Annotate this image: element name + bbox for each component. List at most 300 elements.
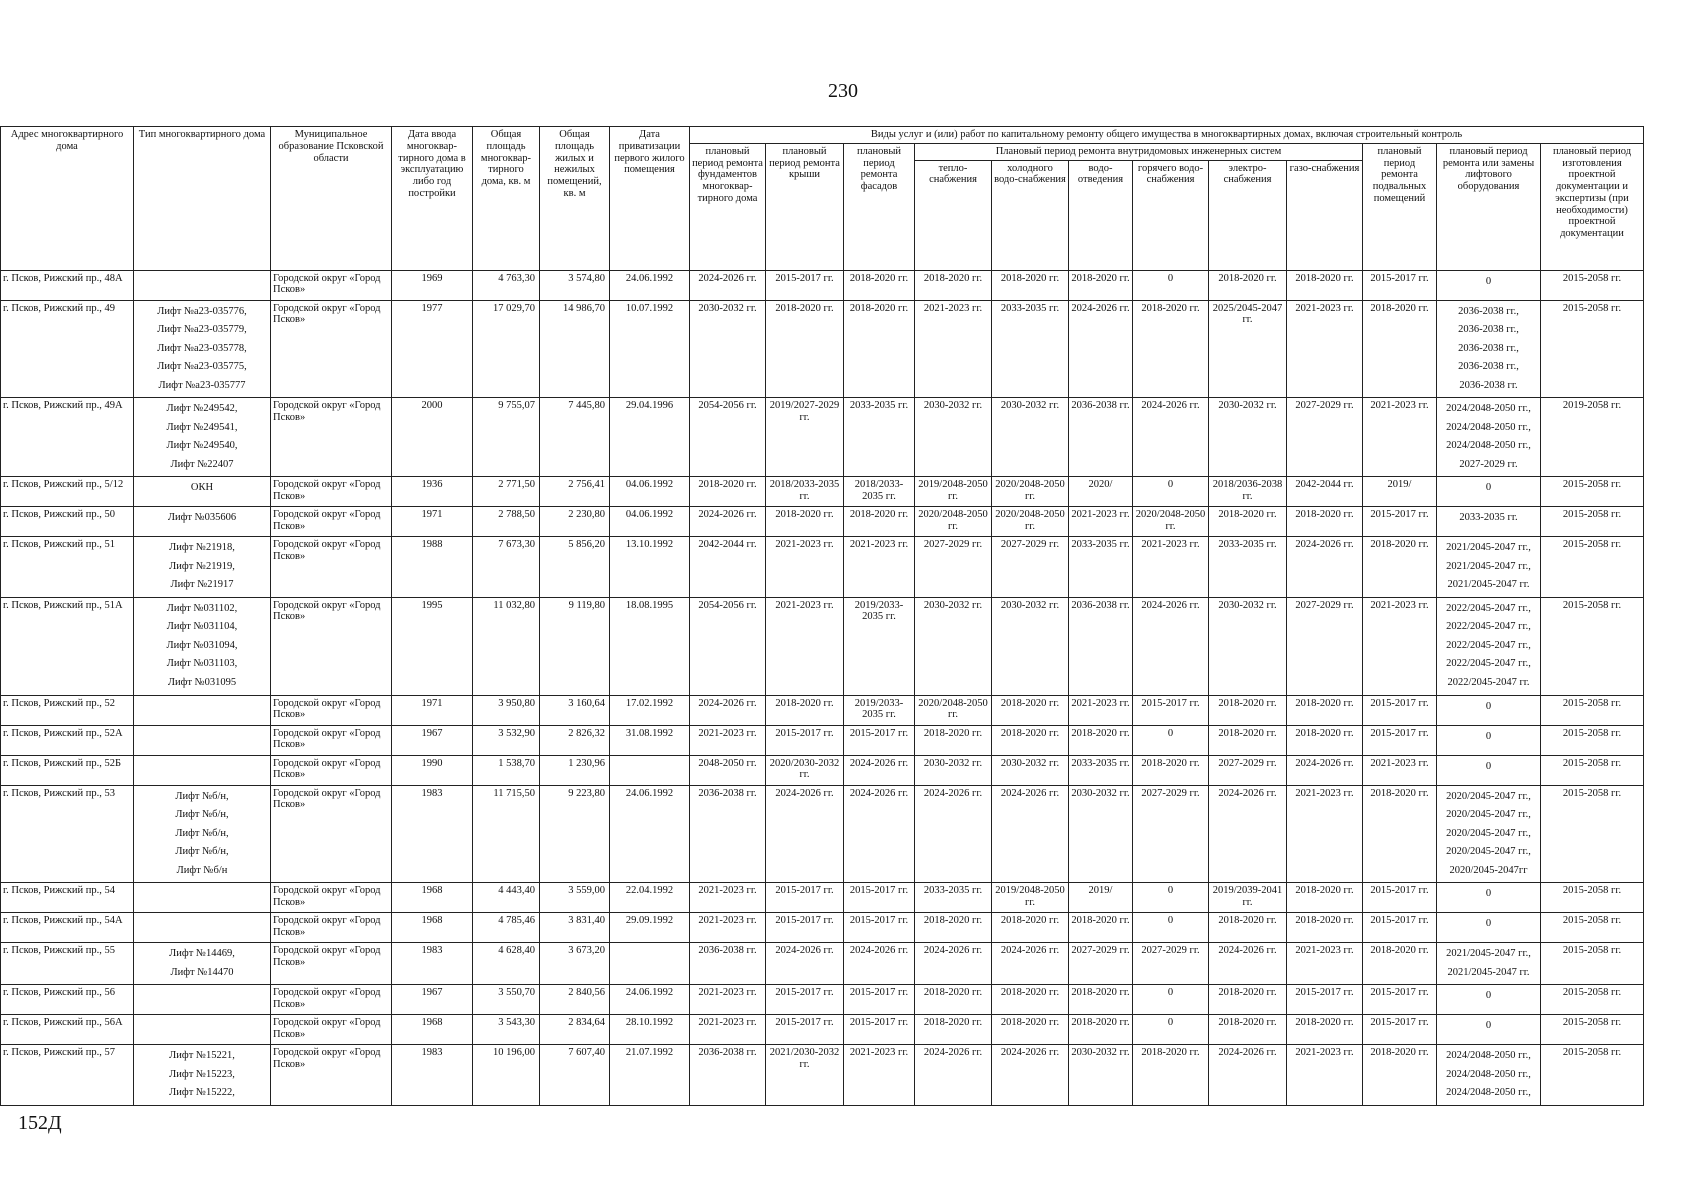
- cell-cold-water: 2020/2048-2050 гг.: [992, 507, 1069, 537]
- cell-entry-date: 1990: [392, 755, 473, 785]
- table-row: [1, 913, 1644, 943]
- cell-facade: 2015-2017 гг.: [844, 883, 915, 913]
- cell-heat: 2018-2020 гг.: [915, 1015, 992, 1045]
- cell-roof: 2015-2017 гг.: [766, 883, 844, 913]
- cell-roof: 2015-2017 гг.: [766, 725, 844, 755]
- cell-facade: 2021-2023 гг.: [844, 1045, 915, 1106]
- cell-cold-water: 2024-2026 гг.: [992, 1045, 1069, 1106]
- cell-project-docs: 2015-2058 гг.: [1541, 943, 1644, 985]
- cell-living-area: 2 826,32: [540, 725, 610, 755]
- cell-total-area: 4 443,40: [473, 883, 540, 913]
- header-elevator: плановый период ремонта или замены лифтового оборудования: [1437, 143, 1541, 270]
- table-row: [1, 507, 1644, 537]
- cell-elevator: [1437, 695, 1541, 725]
- header-type: Тип многоквартирного дома: [134, 127, 271, 271]
- cell-living-area: 3 160,64: [540, 695, 610, 725]
- cell-foundation: 2021-2023 гг.: [690, 883, 766, 913]
- cell-project-docs: 2015-2058 гг.: [1541, 985, 1644, 1015]
- table-row: [1, 537, 1644, 598]
- cell-facade: 2021-2023 гг.: [844, 537, 915, 598]
- cell-drainage: 2018-2020 гг.: [1069, 913, 1133, 943]
- header-basement: плановый период ремонта подвальных помещений: [1363, 143, 1437, 270]
- cell-privatization-date: 22.04.1992: [610, 883, 690, 913]
- cell-address: г. Псков, Рижский пр., 5/12: [1, 477, 134, 507]
- cell-drainage: 2018-2020 гг.: [1069, 1015, 1133, 1045]
- cell-cold-water: 2030-2032 гг.: [992, 398, 1069, 477]
- elevator-id: Лифт №031104,: [166, 621, 238, 632]
- cell-project-docs: 2019-2058 гг.: [1541, 398, 1644, 477]
- cell-gas: 2018-2020 гг.: [1287, 507, 1363, 537]
- cell-address: г. Псков, Рижский пр., 51: [1, 537, 134, 598]
- cell-basement: 2015-2017 гг.: [1363, 270, 1437, 300]
- cell-gas: 2018-2020 гг.: [1287, 695, 1363, 725]
- cell-municipality: Городской округ «Город Псков»: [271, 477, 392, 507]
- cell-heat: 2024-2026 гг.: [915, 943, 992, 985]
- cell-living-area: 5 856,20: [540, 537, 610, 598]
- cell-hot-water: 2018-2020 гг.: [1133, 1045, 1209, 1106]
- cell-gas: 2021-2023 гг.: [1287, 300, 1363, 398]
- cell-roof: 2019/2027-2029 гг.: [766, 398, 844, 477]
- table-row: [1, 270, 1644, 300]
- cell-type: [134, 507, 271, 537]
- table-row: [1, 1015, 1644, 1045]
- cell-hot-water: 0: [1133, 883, 1209, 913]
- header-foundation: плановый период ремонта фундаментов многоквар-тирного дома: [690, 143, 766, 270]
- cell-hot-water: 2027-2029 гг.: [1133, 943, 1209, 985]
- cell-basement: 2021-2023 гг.: [1363, 597, 1437, 695]
- cell-project-docs: 2015-2058 гг.: [1541, 270, 1644, 300]
- elevator-id: Лифт №21918,: [169, 542, 235, 553]
- cell-address: г. Псков, Рижский пр., 52: [1, 695, 134, 725]
- cell-basement: 2015-2017 гг.: [1363, 507, 1437, 537]
- cell-privatization-date: 18.08.1995: [610, 597, 690, 695]
- elevator-period: 2021/2045-2047 гг.,: [1446, 948, 1531, 959]
- cell-facade: 2018/2033-2035 гг.: [844, 477, 915, 507]
- elevator-id: Лифт №б/н,: [175, 846, 229, 857]
- cell-gas: 2018-2020 гг.: [1287, 1015, 1363, 1045]
- cell-drainage: 2018-2020 гг.: [1069, 725, 1133, 755]
- cell-total-area: 10 196,00: [473, 1045, 540, 1106]
- cell-municipality: Городской округ «Город Псков»: [271, 725, 392, 755]
- cell-entry-date: 2000: [392, 398, 473, 477]
- cell-facade: 2024-2026 гг.: [844, 785, 915, 883]
- elevator-id: Лифт №14470: [170, 966, 234, 978]
- elevator-id: Лифт №031094,: [166, 639, 238, 651]
- cell-roof: 2024-2026 гг.: [766, 943, 844, 985]
- elevator-id: Лифт №15221,: [169, 1050, 235, 1061]
- cell-address: г. Псков, Рижский пр., 50: [1, 507, 134, 537]
- cell-electricity: 2024-2026 гг.: [1209, 785, 1287, 883]
- cell-roof: 2021-2023 гг.: [766, 597, 844, 695]
- cell-drainage: 2019/: [1069, 883, 1133, 913]
- elevator-period: 2021/2045-2047 гг.,: [1446, 542, 1531, 553]
- cell-gas: 2027-2029 гг.: [1287, 398, 1363, 477]
- cell-type: [134, 270, 271, 300]
- table-row: [1, 785, 1644, 883]
- cell-total-area: 11 032,80: [473, 597, 540, 695]
- cell-privatization-date: 17.02.1992: [610, 695, 690, 725]
- cell-roof: 2021-2023 гг.: [766, 537, 844, 598]
- cell-type: [134, 725, 271, 755]
- cell-basement: 2015-2017 гг.: [1363, 695, 1437, 725]
- cell-facade: 2033-2035 гг.: [844, 398, 915, 477]
- cell-total-area: 9 755,07: [473, 398, 540, 477]
- elevator-id: Лифт №031103,: [166, 658, 238, 669]
- cell-project-docs: 2015-2058 гг.: [1541, 1045, 1644, 1106]
- cell-electricity: 2018-2020 гг.: [1209, 725, 1287, 755]
- cell-basement: 2019/: [1363, 477, 1437, 507]
- elevator-period: 0: [1485, 275, 1492, 287]
- cell-project-docs: 2015-2058 гг.: [1541, 695, 1644, 725]
- elevator-period: 2036-2038 гг.,: [1458, 361, 1519, 372]
- cell-cold-water: 2024-2026 гг.: [992, 943, 1069, 985]
- cell-drainage: 2030-2032 гг.: [1069, 785, 1133, 883]
- elevator-period: 2020/2045-2047гг: [1449, 864, 1528, 876]
- elevator-id: Лифт №031095: [167, 676, 237, 688]
- cell-cold-water: 2020/2048-2050 гг.: [992, 477, 1069, 507]
- header-address: Адрес многоквартирного дома: [1, 127, 134, 271]
- elevator-period: 2021/2045-2047 гг.: [1447, 579, 1530, 590]
- cell-living-area: 9 223,80: [540, 785, 610, 883]
- cell-address: г. Псков, Рижский пр., 56: [1, 985, 134, 1015]
- cell-total-area: 2 788,50: [473, 507, 540, 537]
- cell-basement: 2015-2017 гг.: [1363, 883, 1437, 913]
- cell-address: г. Псков, Рижский пр., 52А: [1, 725, 134, 755]
- cell-gas: 2021-2023 гг.: [1287, 1045, 1363, 1106]
- cell-gas: 2024-2026 гг.: [1287, 755, 1363, 785]
- cell-basement: 2021-2023 гг.: [1363, 398, 1437, 477]
- cell-address: г. Псков, Рижский пр., 55: [1, 943, 134, 985]
- cell-entry-date: 1969: [392, 270, 473, 300]
- cell-living-area: 2 840,56: [540, 985, 610, 1015]
- elevator-period: 0: [1485, 730, 1492, 742]
- cell-heat: 2018-2020 гг.: [915, 725, 992, 755]
- cell-gas: 2018-2020 гг.: [1287, 270, 1363, 300]
- cell-cold-water: 2027-2029 гг.: [992, 537, 1069, 598]
- elevator-id: Лифт №б/н,: [175, 790, 229, 802]
- cell-hot-water: 2024-2026 гг.: [1133, 398, 1209, 477]
- cell-municipality: Городской округ «Город Псков»: [271, 507, 392, 537]
- elevator-period: 2027-2029 гг.: [1459, 458, 1518, 470]
- cell-total-area: 4 763,30: [473, 270, 540, 300]
- cell-facade: 2019/2033-2035 гг.: [844, 695, 915, 725]
- cell-cold-water: 2030-2032 гг.: [992, 597, 1069, 695]
- cell-privatization-date: 04.06.1992: [610, 507, 690, 537]
- elevator-period: 2036-2038 гг.,: [1458, 342, 1519, 354]
- cell-foundation: 2024-2026 гг.: [690, 270, 766, 300]
- cell-municipality: Городской округ «Город Псков»: [271, 1015, 392, 1045]
- elevator-id: Лифт №22407: [170, 458, 234, 470]
- cell-project-docs: 2015-2058 гг.: [1541, 883, 1644, 913]
- cell-foundation: 2024-2026 гг.: [690, 507, 766, 537]
- cell-total-area: 17 029,70: [473, 300, 540, 398]
- cell-type: [134, 943, 271, 985]
- cell-entry-date: 1968: [392, 1015, 473, 1045]
- cell-type: [134, 398, 271, 477]
- cell-entry-date: 1977: [392, 300, 473, 398]
- cell-type: [134, 597, 271, 695]
- cell-hot-water: 0: [1133, 725, 1209, 755]
- table-body: [1, 270, 1644, 1105]
- table-row: [1, 755, 1644, 785]
- cell-elevator: [1437, 300, 1541, 398]
- cell-municipality: Городской округ «Город Псков»: [271, 398, 392, 477]
- cell-hot-water: 2021-2023 гг.: [1133, 537, 1209, 598]
- header-privatization-date: Дата приватизации первого жилого помещения: [610, 127, 690, 271]
- cell-total-area: 4 628,40: [473, 943, 540, 985]
- cell-total-area: 3 950,80: [473, 695, 540, 725]
- cell-foundation: 2042-2044 гг.: [690, 537, 766, 598]
- header-entry-date: Дата ввода многоквар-тирного дома в эксплуатацию либо год постройки: [392, 127, 473, 271]
- cell-address: г. Псков, Рижский пр., 54А: [1, 913, 134, 943]
- cell-type: [134, 477, 271, 507]
- cell-heat: 2021-2023 гг.: [915, 300, 992, 398]
- cell-foundation: 2036-2038 гг.: [690, 1045, 766, 1106]
- cell-drainage: 2036-2038 гг.: [1069, 398, 1133, 477]
- cell-entry-date: 1967: [392, 725, 473, 755]
- cell-privatization-date: 29.04.1996: [610, 398, 690, 477]
- cell-municipality: Городской округ «Город Псков»: [271, 943, 392, 985]
- elevator-id: Лифт №б/н,: [175, 809, 229, 820]
- header-cold-water: холодного водо-снабжения: [992, 160, 1069, 270]
- elevator-period: 2022/2045-2047 гг.,: [1446, 621, 1531, 632]
- elevator-period: 2033-2035 гг.: [1459, 512, 1518, 523]
- cell-total-area: 4 785,46: [473, 913, 540, 943]
- cell-living-area: 9 119,80: [540, 597, 610, 695]
- cell-living-area: 3 673,20: [540, 943, 610, 985]
- cell-type: [134, 695, 271, 725]
- cell-hot-water: 0: [1133, 913, 1209, 943]
- cell-drainage: 2020/: [1069, 477, 1133, 507]
- cell-gas: 2021-2023 гг.: [1287, 785, 1363, 883]
- cell-project-docs: 2015-2058 гг.: [1541, 785, 1644, 883]
- cell-gas: 2027-2029 гг.: [1287, 597, 1363, 695]
- cell-address: г. Псков, Рижский пр., 49А: [1, 398, 134, 477]
- cell-foundation: 2021-2023 гг.: [690, 725, 766, 755]
- elevator-period: 2024/2048-2050 гг.,: [1446, 440, 1531, 451]
- elevator-id: Лифт №21919,: [169, 560, 235, 572]
- cell-hot-water: 2018-2020 гг.: [1133, 755, 1209, 785]
- cell-project-docs: 2015-2058 гг.: [1541, 477, 1644, 507]
- cell-foundation: 2048-2050 гг.: [690, 755, 766, 785]
- elevator-period: 0: [1485, 990, 1492, 1001]
- cell-cold-water: 2018-2020 гг.: [992, 985, 1069, 1015]
- cell-elevator: [1437, 597, 1541, 695]
- table-row: [1, 725, 1644, 755]
- cell-basement: 2015-2017 гг.: [1363, 913, 1437, 943]
- cell-project-docs: 2015-2058 гг.: [1541, 725, 1644, 755]
- cell-municipality: Городской округ «Город Псков»: [271, 270, 392, 300]
- cell-type: [134, 1045, 271, 1106]
- cell-hot-water: 2018-2020 гг.: [1133, 300, 1209, 398]
- cell-project-docs: 2015-2058 гг.: [1541, 300, 1644, 398]
- cell-entry-date: 1983: [392, 943, 473, 985]
- cell-elevator: [1437, 725, 1541, 755]
- cell-living-area: 2 230,80: [540, 507, 610, 537]
- cell-facade: 2018-2020 гг.: [844, 300, 915, 398]
- cell-hot-water: 0: [1133, 477, 1209, 507]
- cell-municipality: Городской округ «Город Псков»: [271, 597, 392, 695]
- capital-repair-table: [0, 126, 1644, 1106]
- cell-elevator: [1437, 398, 1541, 477]
- header-total-area: Общая площадь многоквар-тирного дома, кв. м: [473, 127, 540, 271]
- cell-gas: 2018-2020 гг.: [1287, 725, 1363, 755]
- elevator-period: 2021/2045-2047 гг.: [1447, 966, 1530, 978]
- cell-gas: 2015-2017 гг.: [1287, 985, 1363, 1015]
- cell-elevator: [1437, 1015, 1541, 1045]
- cell-drainage: 2027-2029 гг.: [1069, 943, 1133, 985]
- header-works-group: Виды услуг и (или) работ по капитальному ремонту общего имущества в многоквартирных домах, включая строительный контроль: [690, 127, 1644, 144]
- cell-heat: 2018-2020 гг.: [915, 913, 992, 943]
- cell-heat: 2024-2026 гг.: [915, 1045, 992, 1106]
- cell-elevator: [1437, 537, 1541, 598]
- table-row: [1, 597, 1644, 695]
- cell-project-docs: 2015-2058 гг.: [1541, 755, 1644, 785]
- cell-entry-date: 1983: [392, 1045, 473, 1106]
- elevator-id: Лифт №а23-035777: [158, 379, 246, 391]
- elevator-period: 2022/2045-2047 гг.,: [1446, 602, 1531, 614]
- cell-roof: 2015-2017 гг.: [766, 1015, 844, 1045]
- cell-living-area: 7 607,40: [540, 1045, 610, 1106]
- header-facade: плановый период ремонта фасадов: [844, 143, 915, 270]
- table-row: [1, 985, 1644, 1015]
- cell-facade: 2018-2020 гг.: [844, 270, 915, 300]
- cell-electricity: 2024-2026 гг.: [1209, 943, 1287, 985]
- cell-gas: 2018-2020 гг.: [1287, 913, 1363, 943]
- elevator-period: 2024/2048-2050 гг.,: [1446, 421, 1531, 433]
- elevator-id: Лифт №а23-035779,: [157, 324, 247, 335]
- cell-hot-water: 0: [1133, 1015, 1209, 1045]
- cell-heat: 2020/2048-2050 гг.: [915, 695, 992, 725]
- elevator-id: Лифт №а23-035775,: [157, 361, 247, 372]
- elevator-period: 2036-2038 гг.,: [1458, 324, 1519, 335]
- elevator-id: Лифт №249542,: [166, 403, 238, 414]
- cell-basement: 2015-2017 гг.: [1363, 1015, 1437, 1045]
- cell-privatization-date: 28.10.1992: [610, 1015, 690, 1045]
- elevator-period: 2022/2045-2047 гг.: [1447, 676, 1530, 688]
- table-row: [1, 1045, 1644, 1106]
- cell-entry-date: 1968: [392, 913, 473, 943]
- cell-elevator: [1437, 1045, 1541, 1106]
- cell-total-area: 7 673,30: [473, 537, 540, 598]
- elevator-id: Лифт №б/н: [176, 864, 228, 876]
- cell-facade: 2015-2017 гг.: [844, 913, 915, 943]
- cell-total-area: 1 538,70: [473, 755, 540, 785]
- cell-type: [134, 913, 271, 943]
- cell-entry-date: 1936: [392, 477, 473, 507]
- header-gas: газо-снабжения: [1287, 160, 1363, 270]
- cell-type: [134, 300, 271, 398]
- cell-electricity: 2018-2020 гг.: [1209, 913, 1287, 943]
- cell-privatization-date: 31.08.1992: [610, 725, 690, 755]
- cell-elevator: [1437, 477, 1541, 507]
- cell-heat: 2027-2029 гг.: [915, 537, 992, 598]
- table-row: [1, 477, 1644, 507]
- elevator-id: Лифт №249541,: [166, 421, 238, 433]
- cell-living-area: 7 445,80: [540, 398, 610, 477]
- cell-basement: 2018-2020 гг.: [1363, 943, 1437, 985]
- cell-privatization-date: 04.06.1992: [610, 477, 690, 507]
- cell-address: г. Псков, Рижский пр., 51А: [1, 597, 134, 695]
- cell-municipality: Городской округ «Город Псков»: [271, 883, 392, 913]
- cell-cold-water: 2033-2035 гг.: [992, 300, 1069, 398]
- cell-facade: 2019/2033-2035 гг.: [844, 597, 915, 695]
- cell-hot-water: 0: [1133, 985, 1209, 1015]
- cell-hot-water: 2015-2017 гг.: [1133, 695, 1209, 725]
- cell-address: г. Псков, Рижский пр., 56А: [1, 1015, 134, 1045]
- elevator-period: 2020/2045-2047 гг.,: [1446, 846, 1531, 857]
- cell-electricity: 2033-2035 гг.: [1209, 537, 1287, 598]
- elevator-period: 2022/2045-2047 гг.,: [1446, 658, 1531, 669]
- cell-foundation: 2024-2026 гг.: [690, 695, 766, 725]
- elevator-id: Лифт №а23-035778,: [157, 342, 247, 354]
- cell-foundation: 2054-2056 гг.: [690, 398, 766, 477]
- cell-elevator: [1437, 943, 1541, 985]
- cell-living-area: 3 559,00: [540, 883, 610, 913]
- cell-living-area: 14 986,70: [540, 300, 610, 398]
- elevator-id: Лифт №а23-035776,: [157, 305, 247, 317]
- cell-elevator: [1437, 270, 1541, 300]
- cell-entry-date: 1967: [392, 985, 473, 1015]
- cell-heat: 2018-2020 гг.: [915, 270, 992, 300]
- cell-hot-water: 0: [1133, 270, 1209, 300]
- cell-cold-water: 2018-2020 гг.: [992, 1015, 1069, 1045]
- cell-facade: 2015-2017 гг.: [844, 985, 915, 1015]
- cell-privatization-date: 24.06.1992: [610, 985, 690, 1015]
- elevator-id: Лифт №15223,: [169, 1068, 235, 1080]
- cell-living-area: 1 230,96: [540, 755, 610, 785]
- cell-heat: 2030-2032 гг.: [915, 755, 992, 785]
- cell-living-area: 3 574,80: [540, 270, 610, 300]
- cell-project-docs: 2015-2058 гг.: [1541, 507, 1644, 537]
- cell-total-area: 11 715,50: [473, 785, 540, 883]
- cell-gas: 2024-2026 гг.: [1287, 537, 1363, 598]
- cell-roof: 2018-2020 гг.: [766, 300, 844, 398]
- cell-hot-water: 2027-2029 гг.: [1133, 785, 1209, 883]
- cell-drainage: 2021-2023 гг.: [1069, 695, 1133, 725]
- cell-basement: 2018-2020 гг.: [1363, 300, 1437, 398]
- elevator-id: Лифт №249540,: [166, 440, 238, 451]
- cell-address: г. Псков, Рижский пр., 52Б: [1, 755, 134, 785]
- cell-heat: 2033-2035 гг.: [915, 883, 992, 913]
- cell-living-area: 2 756,41: [540, 477, 610, 507]
- elevator-period: 2020/2045-2047 гг.,: [1446, 827, 1531, 839]
- page-number: 230: [828, 80, 858, 102]
- cell-address: г. Псков, Рижский пр., 53: [1, 785, 134, 883]
- cell-foundation: 2021-2023 гг.: [690, 985, 766, 1015]
- table-row: [1, 398, 1644, 477]
- elevator-id: Лифт №15222,: [169, 1087, 235, 1098]
- cell-privatization-date: 13.10.1992: [610, 537, 690, 598]
- cell-drainage: 2036-2038 гг.: [1069, 597, 1133, 695]
- elevator-period: 2036-2038 гг.: [1459, 379, 1518, 391]
- cell-living-area: 3 831,40: [540, 913, 610, 943]
- cell-entry-date: 1971: [392, 507, 473, 537]
- elevator-period: 2020/2045-2047 гг.,: [1446, 809, 1531, 820]
- cell-drainage: 2018-2020 гг.: [1069, 270, 1133, 300]
- cell-privatization-date: 21.07.1992: [610, 1045, 690, 1106]
- cell-basement: 2018-2020 гг.: [1363, 1045, 1437, 1106]
- cell-type: [134, 755, 271, 785]
- cell-facade: 2015-2017 гг.: [844, 1015, 915, 1045]
- cell-roof: 2018/2033-2035 гг.: [766, 477, 844, 507]
- cell-roof: 2024-2026 гг.: [766, 785, 844, 883]
- cell-privatization-date: 24.06.1992: [610, 270, 690, 300]
- cell-total-area: 2 771,50: [473, 477, 540, 507]
- cell-elevator: [1437, 883, 1541, 913]
- elevator-id: Лифт №б/н,: [175, 827, 229, 839]
- cell-address: г. Псков, Рижский пр., 57: [1, 1045, 134, 1106]
